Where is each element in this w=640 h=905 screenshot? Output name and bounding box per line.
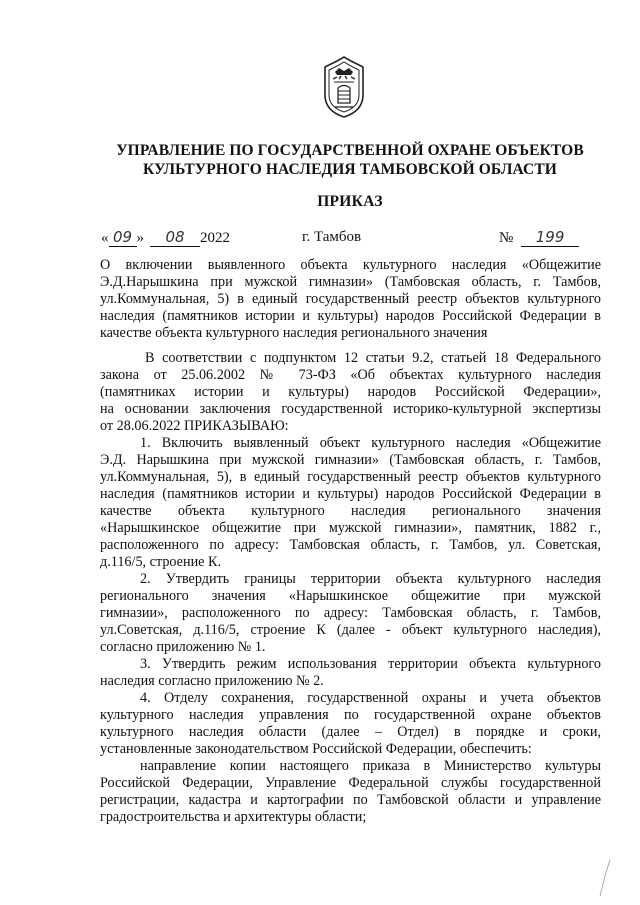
body-line: ул.Коммунальная, 5), в единый государственный реестр объектов культурного [100, 469, 601, 485]
body-line: наследия согласно приложению № 2. [100, 673, 324, 689]
number-value: 199 [521, 228, 579, 247]
pen-mark [598, 858, 612, 898]
number-sign: № [499, 230, 514, 246]
body-line: установленные законодательством Российской Федерации, обеспечить: [100, 741, 532, 757]
subject-line: качестве объекта культурного наследия регионального значения [100, 325, 488, 341]
body-line: наследия (памятников истории и культуры) народов Российской Федерации в [100, 486, 601, 502]
body-line: (памятниках истории и культуры) народов Российской Федерации», [100, 384, 601, 400]
order-city: г. Тамбов [302, 229, 362, 245]
body-line: культурного наследия управления по государственной охране объектов [100, 707, 601, 723]
subject-line: наследия (памятников истории и культуры) народов Российской Федерации в [100, 308, 601, 324]
order-title: ПРИКАЗ [317, 193, 383, 210]
subject-line: ул.Коммунальная, 5) в единый государственный реестр объектов культурного [100, 291, 601, 307]
body-line: ул.Советская, д.116/5, строение К (далее - объект культурного наследия), [100, 622, 601, 638]
body-line: 1. Включить выявленный объект культурного наследия «Общежитие [140, 435, 601, 451]
body-line: регионального значения «Нарышкинское общежитие при мужской [100, 588, 601, 604]
body-line: на основании заключения государственной историко-культурной экспертизы [100, 401, 601, 417]
order-date [101, 228, 230, 247]
body-line: направление копии настоящего приказа в Министерство культуры [140, 758, 601, 774]
body-line: закона от 25.06.2002 № 73-ФЗ «Об объектах культурного наследия [100, 367, 601, 383]
date-open-quote: « [101, 230, 109, 246]
body-line: 3. Утвердить режим использования территории объекта культурного [140, 656, 601, 672]
body-line: д.116/5, строение К. [100, 554, 222, 570]
body-line: градостроительства и архитектуры области; [100, 809, 367, 825]
body-line: от 28.06.2022 ПРИКАЗЫВАЮ: [100, 418, 289, 434]
body-line: расположенного по адресу: Тамбовская область, г. Тамбов, ул. Советская, [100, 537, 601, 553]
body-line: 4. Отделу сохранения, государственной охраны и учета объектов [140, 690, 601, 706]
body-line: В соответствии с подпунктом 12 статьи 9.2, статьей 18 Федерального [145, 350, 601, 366]
date-close-quote: » [136, 230, 144, 246]
coat-of-arms-emblem [319, 55, 369, 119]
date-day: 09 [109, 228, 137, 247]
body-line: гимназии», расположенного по адресу: Тамбовская область, г. Тамбов, [100, 605, 601, 621]
body-line: «Нарышкинское общежитие при мужской гимназии», памятник, 1882 г., [100, 520, 601, 536]
body-line: качестве объекта культурного наследия регионального значения [100, 503, 601, 519]
org-name-line-2: КУЛЬТУРНОГО НАСЛЕДИЯ ТАМБОВСКОЙ ОБЛАСТИ [143, 161, 557, 178]
date-year: 2022 [200, 230, 230, 246]
body-line: 2. Утвердить границы территории объекта культурного наследия [140, 571, 601, 587]
order-number [499, 228, 579, 247]
body-line: регистрации, кадастра и картографии по Тамбовской области и управление [100, 792, 601, 808]
date-month: 08 [150, 228, 200, 247]
subject-line: Э.Д.Нарышкина при мужской гимназии» (Тамбовская область, г. Тамбов, [100, 274, 601, 290]
subject-line: О включении выявленного объекта культурного наследия «Общежитие [100, 257, 601, 273]
body-line: Российской Федерации, Управление Федеральной службы государственной [100, 775, 601, 791]
body-line: культурного наследия области (далее – Отдел) в порядке и сроки, [100, 724, 601, 740]
body-line: согласно приложению № 1. [100, 639, 266, 655]
org-name-line-1: УПРАВЛЕНИЕ ПО ГОСУДАРСТВЕННОЙ ОХРАНЕ ОБЪЕКТОВ [116, 142, 584, 159]
body-line: Э.Д. Нарышкина при мужской гимназии» (Тамбовская область, г. Тамбов, [100, 452, 601, 468]
